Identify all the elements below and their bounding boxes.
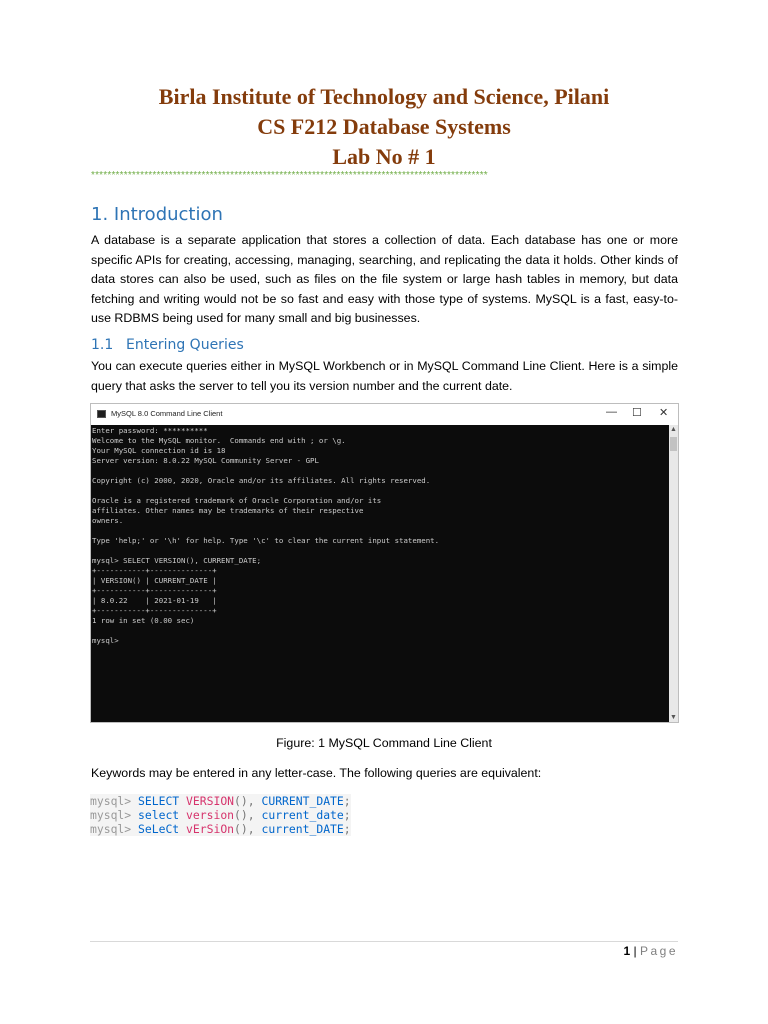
code-parens: () (234, 808, 248, 822)
footer-divider (90, 941, 678, 942)
code-parens: () (234, 794, 248, 808)
minimize-icon: — (606, 406, 617, 418)
console-line: Copyright (c) 2000, 2020, Oracle and/or its affiliates. All rights reserved. (92, 476, 431, 485)
mysql-console-screenshot (90, 403, 679, 723)
course-title: CS F212 Database Systems (257, 114, 511, 139)
code-semicolon: ; (343, 808, 351, 822)
code-keyword: select (138, 808, 180, 822)
code-current-date: current_DATE (261, 822, 344, 836)
console-app-icon (97, 410, 106, 418)
subsection-title: Entering Queries (126, 337, 244, 353)
code-current-date: CURRENT_DATE (261, 794, 344, 808)
scroll-up-icon: ▲ (670, 426, 677, 433)
code-function: vErSiOn (186, 822, 235, 836)
console-line: | 8.0.22 | 2021-01-19 | (92, 596, 217, 605)
page-number: 1 (623, 944, 631, 958)
code-line-content (90, 822, 351, 836)
code-parens: () (234, 822, 248, 836)
console-output (91, 425, 669, 722)
footer-separator: | (633, 944, 637, 958)
code-keyword: SeLeCt (138, 822, 180, 836)
figure-caption: Figure: 1 MySQL Command Line Client (276, 736, 492, 750)
entering-queries-paragraph: You can execute queries either in MySQL Workbench or in MySQL Command Line Client. Here is a simple query that asks the server to tell you its version number and the current date. (91, 359, 678, 393)
keywords-paragraph: Keywords may be entered in any letter-case. The following queries are equivalent: (91, 766, 542, 780)
code-function: VERSION (186, 794, 235, 808)
code-current-date: current_date (261, 808, 344, 822)
scroll-down-icon: ▼ (670, 714, 677, 721)
console-line: 1 row in set (0.00 sec) (92, 616, 195, 625)
console-line: | VERSION() | CURRENT_DATE | (92, 576, 217, 585)
code-line (90, 822, 351, 836)
console-line: Welcome to the MySQL monitor. Commands end with ; or \g. (92, 436, 346, 445)
console-line: mysql> (92, 636, 119, 645)
code-comma: , (247, 794, 255, 808)
subsection-heading-entering-queries (91, 337, 244, 353)
code-comma: , (247, 808, 255, 822)
console-line (92, 466, 669, 476)
console-line: Enter password: ********** (92, 426, 208, 435)
console-line (92, 486, 669, 496)
console-line (92, 626, 669, 636)
console-line: +-----------+--------------+ (92, 566, 217, 575)
console-line: mysql> SELECT VERSION(), CURRENT_DATE; (92, 556, 262, 565)
code-line-content (90, 808, 351, 822)
page-footer (623, 944, 678, 958)
scrollbar-thumb (670, 437, 677, 451)
code-semicolon: ; (343, 794, 351, 808)
section-heading-introduction: 1. Introduction (91, 204, 223, 225)
console-window-title: MySQL 8.0 Command Line Client (111, 409, 223, 418)
console-line: +-----------+--------------+ (92, 586, 217, 595)
code-prompt: mysql> (90, 794, 132, 808)
close-icon: ✕ (659, 407, 669, 419)
code-keyword: SELECT (138, 794, 180, 808)
code-line (90, 794, 351, 808)
subsection-number: 1.1 (91, 337, 114, 353)
console-line: Server version: 8.0.22 MySQL Community Server - GPL (92, 456, 319, 465)
code-line (90, 808, 351, 822)
code-prompt: mysql> (90, 822, 132, 836)
console-line (92, 526, 669, 536)
console-line (92, 546, 669, 556)
code-line-content (90, 794, 351, 808)
console-line: affiliates. Other names may be trademarks of their respective (92, 506, 364, 515)
console-line: Your MySQL connection id is 18 (92, 446, 226, 455)
maximize-icon: ☐ (632, 407, 642, 419)
console-line: Oracle is a registered trademark of Oracle Corporation and/or its (92, 496, 382, 505)
console-line: Type 'help;' or '\h' for help. Type '\c' to clear the current input statement. (92, 536, 440, 545)
institute-title: Birla Institute of Technology and Science, Pilani (158, 84, 610, 109)
console-titlebar (91, 404, 678, 425)
introduction-paragraph: A database is a separate application that stores a collection of data. Each database has one or more specific APIs for creating, accessing, managing, searching, and replicating the data it holds. Other kinds of data stores can also be used, such as files on the file system or large hash tables in memory, but data fetching and writing would not be so fast and easy with those type of systems. MySQL is a fast, easy-to-use RDBMS being used for many small and big businesses. (91, 233, 678, 325)
console-line: +-----------+--------------+ (92, 606, 217, 615)
star-divider: ************************************************************************************************* (91, 170, 488, 181)
console-line: owners. (92, 516, 124, 525)
code-prompt: mysql> (90, 808, 132, 822)
code-block (90, 794, 351, 836)
console-scrollbar (669, 425, 678, 722)
lab-number-title: Lab No # 1 (332, 144, 436, 169)
code-comma: , (247, 822, 255, 836)
page-label: Page (639, 944, 678, 958)
code-semicolon: ; (343, 822, 351, 836)
code-function: version (186, 808, 235, 822)
